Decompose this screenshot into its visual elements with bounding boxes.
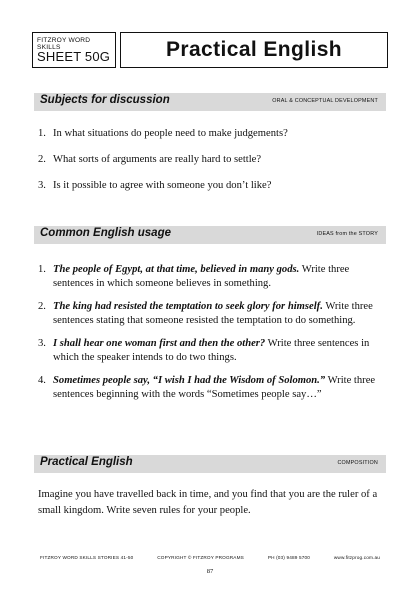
item-text: Write three sentences in which the speaker intends to do two things. [53, 338, 370, 363]
item-number: 1. [38, 128, 46, 139]
section-title: Common English usage [40, 227, 171, 239]
section-bar-discussion [34, 93, 386, 111]
section-title: Practical English [40, 456, 133, 468]
item-text: Write three sentences stating that someone resisted the temptation to do something. [53, 301, 373, 326]
item-number: 4. [38, 375, 46, 386]
list-item [38, 300, 378, 328]
sheet-header [32, 32, 388, 70]
item-number: 2. [38, 154, 46, 165]
item-text: Write three sentences beginning with the words “Sometimes people say…” [53, 375, 376, 400]
page-number: 87 [206, 568, 214, 575]
item-text: Write three sentences in which someone believes in something. [53, 264, 350, 289]
example-sentence: The people of Egypt, at that time, believed in many gods. [53, 264, 300, 275]
item-number: 3. [38, 338, 46, 349]
page-title: Practical English [165, 38, 343, 61]
list-item [38, 153, 378, 167]
list-item [38, 337, 378, 365]
list-item [38, 374, 378, 402]
sheet-id-box [32, 32, 116, 68]
item-number: 2. [38, 301, 46, 312]
item-text: What sorts of arguments are really hard to settle? [53, 154, 262, 165]
footer-series: FITZROY WORD SKILLS STORIES 41-50 [40, 555, 134, 560]
list-item [38, 127, 378, 141]
footer-website: www.fitzprog.com.au [333, 555, 380, 560]
section-tag: COMPOSITION [337, 460, 378, 466]
example-sentence: The king had resisted the temptation to seek glory for himself. [53, 301, 323, 312]
section-tag: ORAL & CONCEPTUAL DEVELOPMENT [272, 98, 378, 104]
usage-list [38, 263, 378, 411]
footer-phone: PH (03) 9489 5700 [267, 555, 310, 560]
example-sentence: Sometimes people say, “I wish I had the Wisdom of Solomon.” [53, 375, 326, 386]
list-item [38, 179, 378, 193]
item-number: 3. [38, 180, 46, 191]
composition-task: Imagine you have travelled back in time, and you find that you are the ruler of a small kingdom. Write seven rules for your people. [38, 489, 378, 516]
item-text: Is it possible to agree with someone you don’t like? [53, 180, 272, 191]
sheet-number: SHEET 50G [37, 49, 111, 64]
list-item [38, 263, 378, 291]
section-bar-practical [34, 455, 386, 473]
footer-copyright: COPYRIGHT © FITZROY PROGRAMS [157, 555, 244, 560]
title-box [120, 32, 388, 68]
section-bar-usage [34, 226, 386, 244]
section-tag: IDEAS from the STORY [316, 231, 378, 237]
item-number: 1. [38, 264, 46, 275]
page-footer [40, 555, 380, 560]
discussion-list [38, 127, 378, 205]
series-name: FITZROY WORD SKILLS [37, 37, 91, 51]
item-text: In what situations do people need to make judgements? [53, 128, 288, 139]
section-title: Subjects for discussion [40, 94, 170, 106]
example-sentence: I shall hear one woman first and then the other? [53, 338, 266, 349]
